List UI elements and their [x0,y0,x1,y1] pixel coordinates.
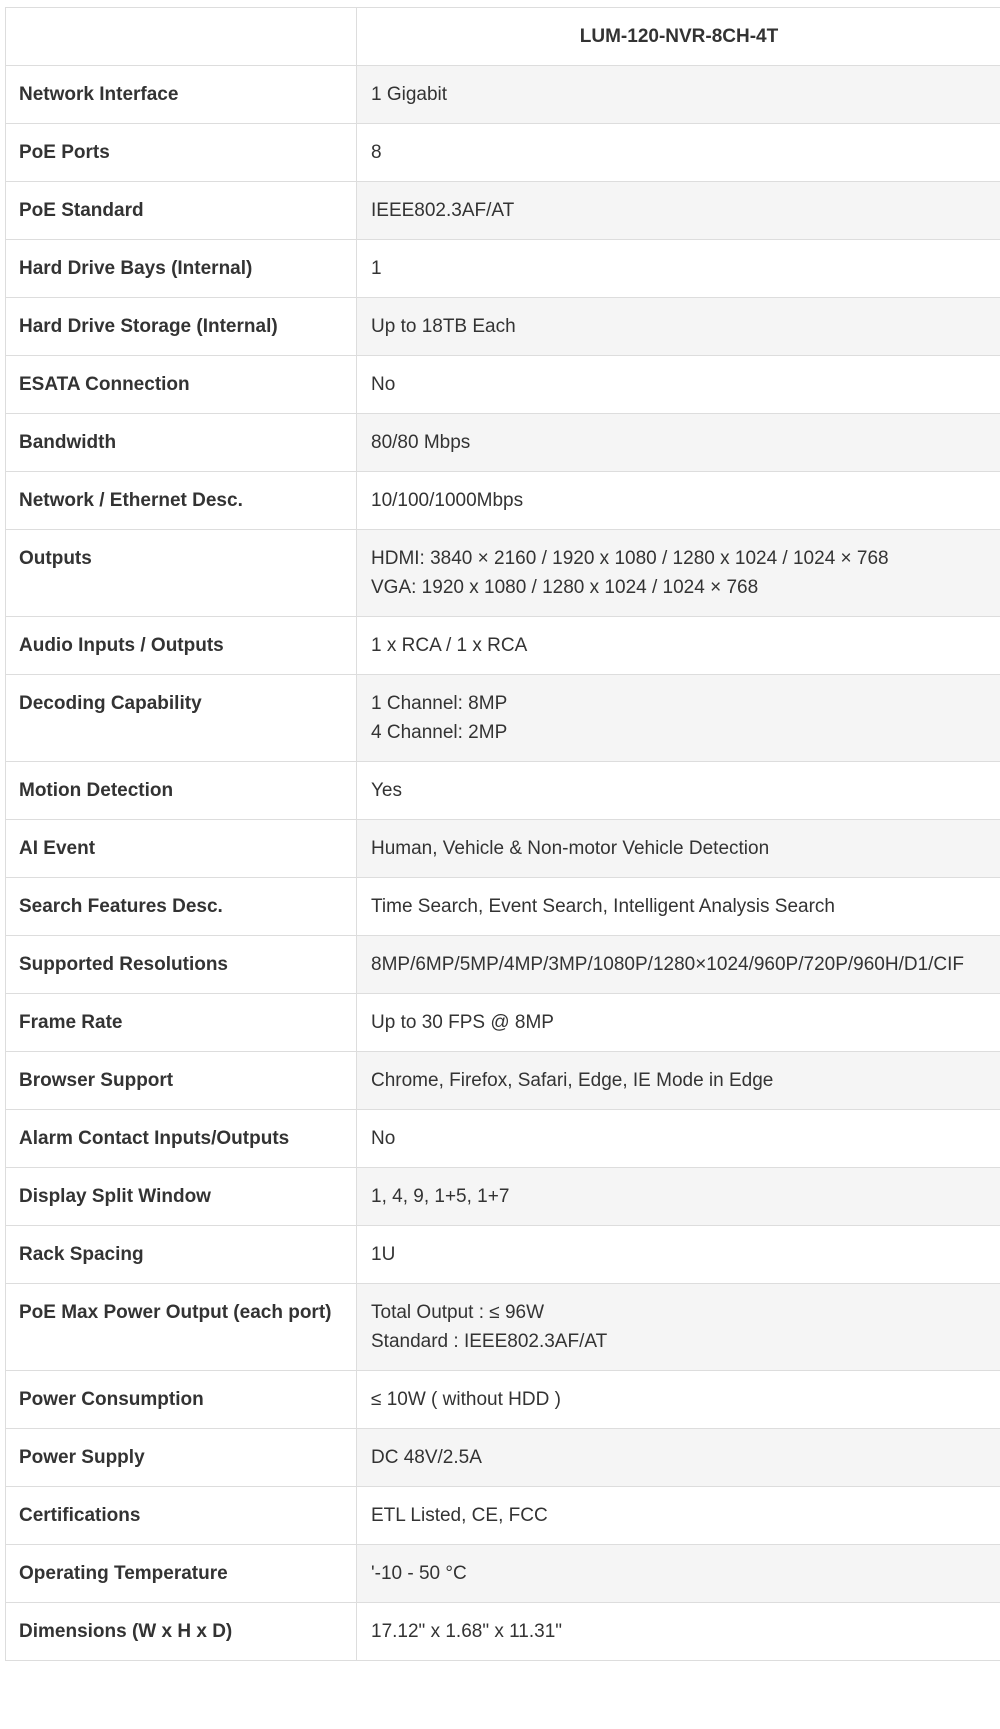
spec-label: Motion Detection [6,762,357,820]
table-row [6,878,1000,936]
table-row [6,994,1000,1052]
spec-value [357,298,1000,356]
table-row [6,1110,1000,1168]
spec-value-line: '-10 - 50 °C [371,1563,467,1584]
table-row [6,240,1000,298]
spec-label: ESATA Connection [6,356,357,414]
spec-value [357,1226,1000,1284]
spec-value-line: Total Output : ≤ 96W [371,1302,545,1323]
spec-label: Outputs [6,530,357,617]
spec-value-line: 1 [371,258,382,279]
spec-value-line: IEEE802.3AF/AT [371,200,515,221]
spec-value-line: No [371,374,396,395]
spec-value [357,994,1000,1052]
spec-value [357,124,1000,182]
spec-value [357,820,1000,878]
spec-value-line: 17.12" x 1.68" x 11.31" [371,1621,563,1642]
spec-value [357,1603,1000,1661]
spec-value [357,1487,1000,1545]
spec-label: Certifications [6,1487,357,1545]
spec-value-line: Standard : IEEE802.3AF/AT [371,1331,608,1352]
spec-value-line: ≤ 10W ( without HDD ) [371,1389,561,1410]
spec-table [5,7,1000,1661]
spec-label: Audio Inputs / Outputs [6,617,357,675]
table-row [6,1371,1000,1429]
spec-label: Supported Resolutions [6,936,357,994]
model-header: LUM-120-NVR-8CH-4T [357,8,1000,66]
table-row [6,414,1000,472]
spec-value-line: Up to 18TB Each [371,316,516,337]
spec-label: AI Event [6,820,357,878]
spec-value-line: 4 Channel: 2MP [371,722,508,743]
spec-value [357,240,1000,298]
spec-value [357,762,1000,820]
table-row [6,820,1000,878]
spec-table-body [6,66,1000,1661]
spec-value-line: 1 Channel: 8MP [371,693,508,714]
table-row [6,1168,1000,1226]
spec-value [357,1429,1000,1487]
table-row [6,356,1000,414]
spec-value-line: VGA: 1920 x 1080 / 1280 x 1024 / 1024 × 768 [371,577,759,598]
spec-value [357,182,1000,240]
spec-value-line: 1U [371,1244,396,1265]
table-row [6,472,1000,530]
spec-value-line: Human, Vehicle & Non-motor Vehicle Detection [371,838,770,859]
spec-label: Power Consumption [6,1371,357,1429]
header-row [6,8,1000,66]
spec-label: Dimensions (W x H x D) [6,1603,357,1661]
spec-label: PoE Ports [6,124,357,182]
table-row [6,66,1000,124]
spec-value [357,1284,1000,1371]
table-row [6,1487,1000,1545]
spec-label: Operating Temperature [6,1545,357,1603]
spec-label: Alarm Contact Inputs/Outputs [6,1110,357,1168]
spec-value-line: Chrome, Firefox, Safari, Edge, IE Mode in Edge [371,1070,774,1091]
header-corner-cell [6,8,357,66]
spec-value [357,675,1000,762]
spec-value-line: 10/100/1000Mbps [371,490,524,511]
spec-value [357,472,1000,530]
spec-value [357,1545,1000,1603]
spec-value-line: 1 x RCA / 1 x RCA [371,635,528,656]
spec-label: Power Supply [6,1429,357,1487]
spec-label: Rack Spacing [6,1226,357,1284]
spec-value-line: 8MP/6MP/5MP/4MP/3MP/1080P/1280×1024/960P/720P/960H/D1/CIF [371,954,965,975]
spec-value-line: 1, 4, 9, 1+5, 1+7 [371,1186,510,1207]
spec-value-line: Yes [371,780,402,801]
spec-label: Hard Drive Storage (Internal) [6,298,357,356]
spec-label: Browser Support [6,1052,357,1110]
spec-label: PoE Max Power Output (each port) [6,1284,357,1371]
spec-value [357,414,1000,472]
table-row [6,1052,1000,1110]
spec-value-line: ETL Listed, CE, FCC [371,1505,548,1526]
spec-label: PoE Standard [6,182,357,240]
spec-value-line: 1 Gigabit [371,84,448,105]
table-row [6,124,1000,182]
table-row [6,675,1000,762]
spec-label: Network / Ethernet Desc. [6,472,357,530]
spec-value-line: Up to 30 FPS @ 8MP [371,1012,554,1033]
spec-value [357,356,1000,414]
spec-value [357,530,1000,617]
spec-label: Bandwidth [6,414,357,472]
table-row [6,936,1000,994]
spec-value [357,1052,1000,1110]
spec-value [357,1168,1000,1226]
table-row [6,1284,1000,1371]
spec-value [357,1110,1000,1168]
spec-value-line: HDMI: 3840 × 2160 / 1920 x 1080 / 1280 x 1024 / 1024 × 768 [371,548,889,569]
spec-label: Frame Rate [6,994,357,1052]
spec-label: Display Split Window [6,1168,357,1226]
spec-value-line: Time Search, Event Search, Intelligent Analysis Search [371,896,835,917]
table-row [6,182,1000,240]
table-row [6,530,1000,617]
spec-value [357,878,1000,936]
spec-label: Hard Drive Bays (Internal) [6,240,357,298]
spec-label: Network Interface [6,66,357,124]
table-row [6,1226,1000,1284]
spec-value-line: 80/80 Mbps [371,432,471,453]
table-row [6,1429,1000,1487]
spec-value [357,617,1000,675]
table-row [6,1545,1000,1603]
table-row [6,762,1000,820]
spec-value-line: 8 [371,142,382,163]
spec-label: Decoding Capability [6,675,357,762]
spec-value-line: No [371,1128,396,1149]
spec-table-header [6,8,1000,66]
table-row [6,298,1000,356]
spec-value-line: DC 48V/2.5A [371,1447,482,1468]
spec-value [357,936,1000,994]
table-row [6,617,1000,675]
spec-label: Search Features Desc. [6,878,357,936]
spec-value [357,1371,1000,1429]
spec-value [357,66,1000,124]
table-row [6,1603,1000,1661]
